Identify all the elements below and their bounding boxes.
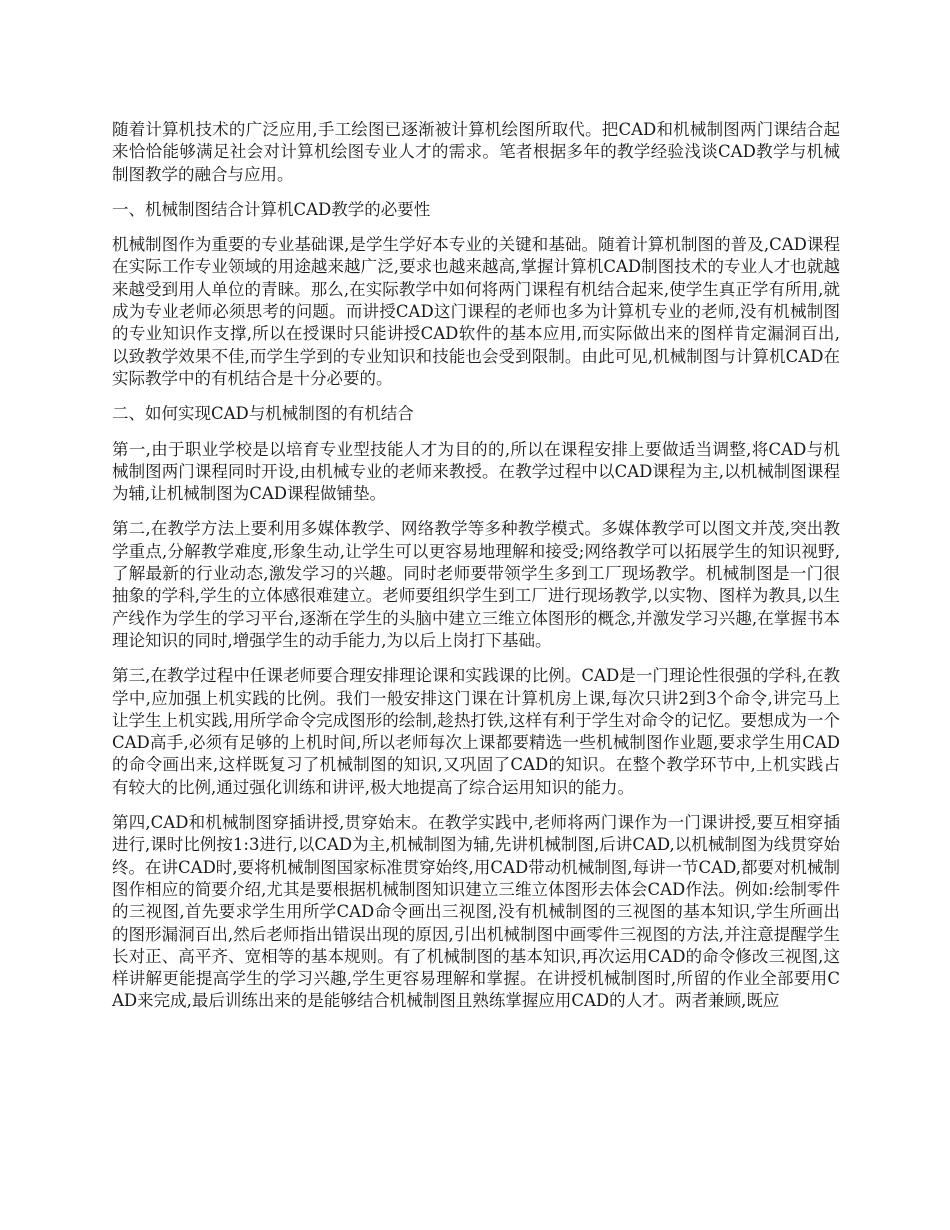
point-1-paragraph: 第一,由于职业学校是以培育专业型技能人才为目的的,所以在课程安排上要做适当调整,将CAD与机械制图两门课程同时开设,由机械专业的老师来教授。在教学过程中以CAD课程为主,以机械制图课程为辅,让机械制图为CAD课程做铺垫。: [112, 439, 840, 504]
section-heading-2: 二、如何实现CAD与机械制图的有机结合: [112, 404, 414, 424]
point-2-paragraph: 第二,在教学方法上要利用多媒体教学、网络教学等多种教学模式。多媒体教学可以图文并茂,突出教学重点,分解教学难度,形象生动,让学生可以更容易地理解和接受;网络教学可以拓展学生的知识视野,了解最新的行业动态,激发学习的兴趣。同时老师要带领学生多到工厂现场教学。机械制图是一门很抽象的学科,学生的立体感很难建立。老师要组织学生到工厂进行现场教学,以实物、图样为教具,以生产线作为学生的学习平台,逐渐在学生的头脑中建立三维立体图形的概念,并激发学习兴趣,在掌握书本理论知识的同时,增强学生的动手能力,为以后上岗打下基础。: [112, 519, 840, 650]
point-3-paragraph: 第三,在教学过程中任课老师要合理安排理论课和实践课的比例。CAD是一门理论性很强的学科,在教学中,应加强上机实践的比例。我们一般安排这门课在计算机房上课,每次只讲2到3个命令,讲完马上让学生上机实践,用所学命令完成图形的绘制,趁热打铁,这样有利于学生对命令的记忆。要想成为一个CAD高手,必须有足够的上机时间,所以老师每次上课都要精选一些机械制图作业题,要求学生用CAD的命令画出来,这样既复习了机械制图的知识,又巩固了CAD的知识。在整个教学环节中,上机实践占有较大的比例,通过强化训练和讲评,极大地提高了综合运用知识的能力。: [112, 666, 840, 797]
document-body: [112, 119, 840, 1026]
section-1-paragraph: 机械制图作为重要的专业基础课,是学生学好本专业的关键和基础。随着计算机制图的普及,CAD课程在实际工作专业领域的用途越来越广泛,要求也越来越高,掌握计算机CAD制图技术的专业人才也就越来越受到用人单位的青睐。那么,在实际教学中如何将两门课程有机结合起来,使学生真正学有所用,就成为专业老师必须思考的问题。而讲授CAD这门课程的老师也多为计算机专业的老师,没有机械制图的专业知识作支撑,所以在授课时只能讲授CAD软件的基本应用,而实际做出来的图样肯定漏洞百出,以致教学效果不佳,而学生学到的专业知识和技能也会受到限制。由此可见,机械制图与计算机CAD在实际教学中的有机结合是十分必要的。: [112, 235, 840, 388]
intro-paragraph: 随着计算机技术的广泛应用,手工绘图已逐渐被计算机绘图所取代。把CAD和机械制图两门课结合起来恰恰能够满足社会对计算机绘图专业人才的需求。笔者根据多年的教学经验浅谈CAD教学与机械制图教学的融合与应用。: [112, 120, 840, 184]
point-4-paragraph: 第四,CAD和机械制图穿插讲授,贯穿始末。在教学实践中,老师将两门课作为一门课讲授,要互相穿插进行,课时比例按1:3进行,以CAD为主,机械制图为辅,先讲机械制图,后讲CAD,以机械制图为线贯穿始终。在讲CAD时,要将机械制图国家标准贯穿始终,用CAD带动机械制图,每讲一节CAD,都要对机械制图作相应的简要介绍,尤其是要根据机械制图知识建立三维立体图形去体会CAD作法。例如:绘制零件的三视图,首先要求学生用所学CAD命令画出三视图,没有机械制图的三视图的基本知识,学生所画出的图形漏洞百出,然后老师指出错误出现的原因,引出机械制图中画零件三视图的方法,并注意提醒学生长对正、高平齐、宽相等的基本规则。有了机械制图的基本知识,再次运用CAD的命令修改三视图,这样讲解更能提高学生的学习兴趣,学生更容易理解和掌握。在讲授机械制图时,所留的作业全部要用CAD来完成,最后训练出来的是能够结合机械制图且熟练掌握应用CAD的人才。两者兼顾,既应: [112, 813, 840, 1011]
section-heading-1: 一、机械制图结合计算机CAD教学的必要性: [112, 199, 431, 219]
